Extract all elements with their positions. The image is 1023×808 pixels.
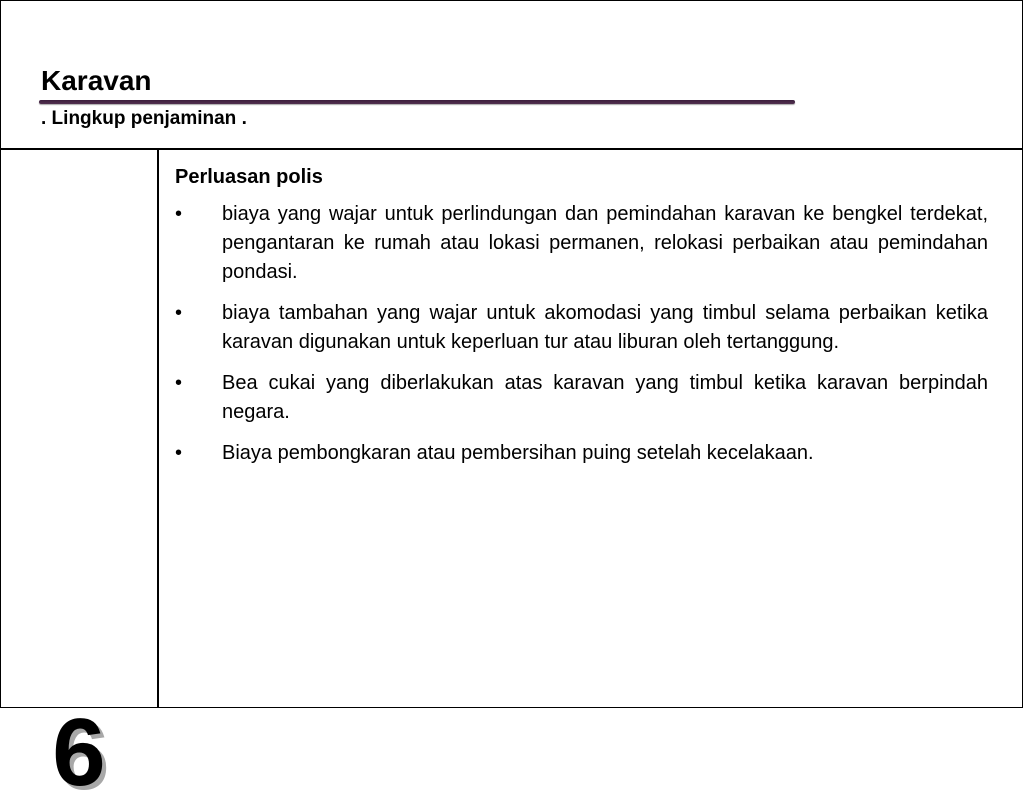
bullet-item — [175, 439, 988, 468]
bullet-text: biaya yang wajar untuk perlindungan dan pemindahan karavan ke bengkel terdekat, pengantaran ke rumah atau lokasi permanen, relokasi perbaikan atau pemindahan pondasi. — [222, 203, 988, 283]
bullet-text: biaya tambahan yang wajar untuk akomodasi yang timbul selama perbaikan ketika karavan digunakan untuk keperluan tur atau liburan oleh tertanggung. — [222, 302, 988, 353]
title-underline — [39, 100, 795, 104]
bullet-text: Biaya pembongkaran atau pembersihan puing setelah kecelakaan. — [222, 442, 814, 464]
slide-number: 6 — [52, 699, 106, 806]
slide-title: Karavan — [41, 65, 152, 96]
slide-header — [1, 1, 1022, 150]
content-area — [175, 160, 988, 480]
section-heading: Perluasan polis — [175, 166, 323, 188]
bullet-item — [175, 299, 988, 357]
slide-subtitle: . Lingkup penjaminan . — [41, 108, 247, 129]
left-panel — [1, 150, 159, 806]
bullet-text: Bea cukai yang diberlakukan atas karavan yang timbul ketika karavan berpindah negara. — [222, 372, 988, 423]
bullet-item — [175, 369, 988, 427]
bullet-list — [175, 200, 988, 468]
bullet-icon: • — [175, 372, 183, 394]
bullet-icon: • — [175, 302, 183, 324]
bullet-icon: • — [175, 442, 183, 464]
bullet-icon: • — [175, 203, 183, 225]
bullet-item — [175, 200, 988, 287]
